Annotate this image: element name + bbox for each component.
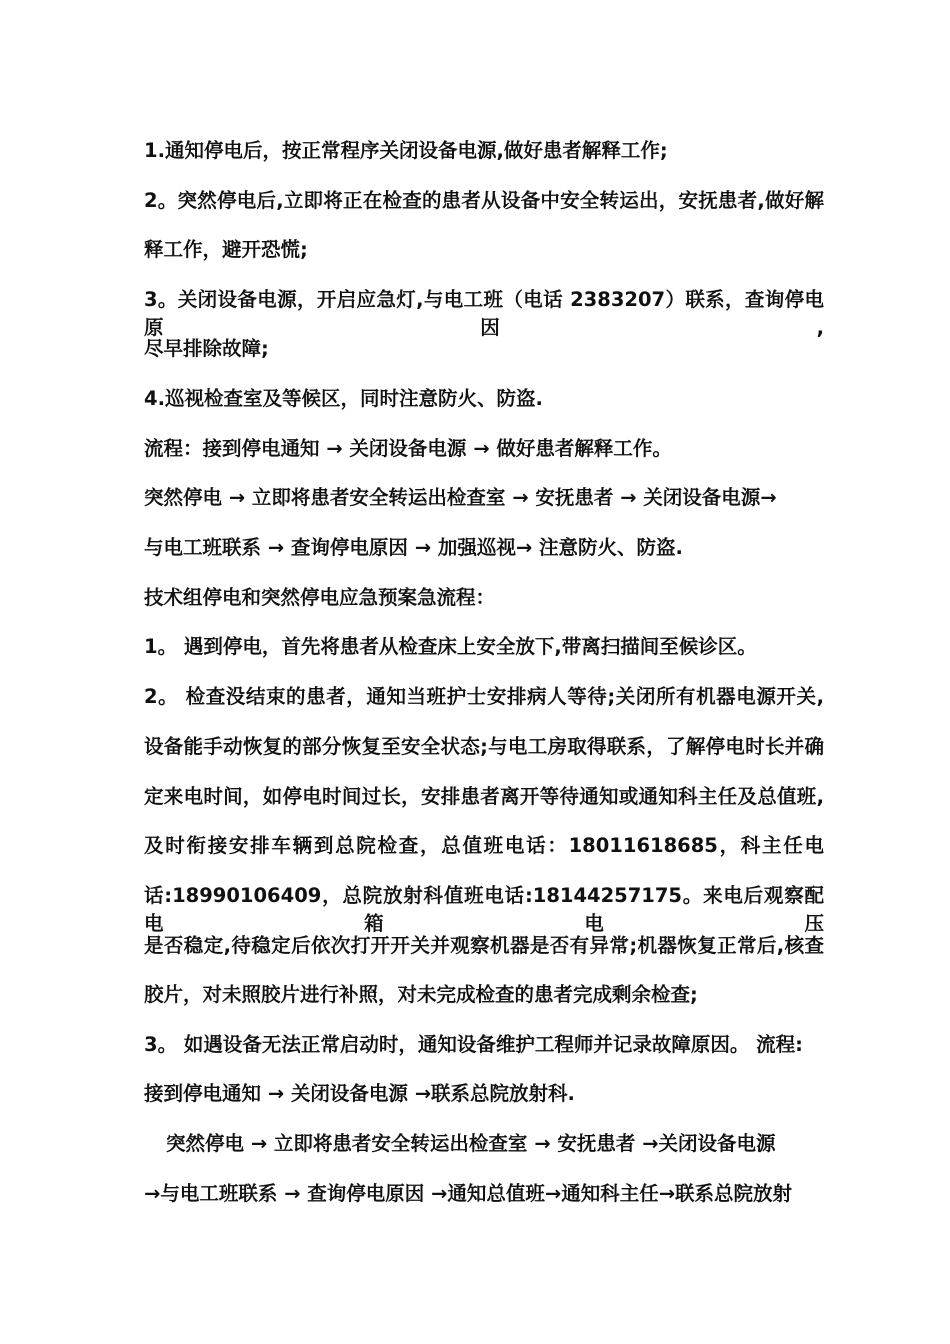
text-line: 流程：接到停电通知 → 关闭设备电源 → 做好患者解释工作。 [144, 437, 672, 460]
text-line: 与电工班联系 → 查询停电原因 → 加强巡视→ 注意防火、防盗. [144, 536, 683, 559]
text-line: 2。 检查没结束的患者，通知当班护士安排病人等待;关闭所有机器电源开关, [144, 685, 824, 708]
text-line: 释工作，避开恐慌; [144, 238, 308, 261]
text-line: 及时衔接安排车辆到总院检查，总值班电话：18011618685，科主任电 [144, 834, 824, 857]
text-line: 接到停电通知 → 关闭设备电源 →联系总院放射科. [144, 1082, 575, 1105]
text-line: 4.巡视检查室及等候区，同时注意防火、防盗. [144, 387, 543, 410]
text-line: 胶片，对未照胶片进行补照，对未完成检查的患者完成剩余检查; [144, 983, 698, 1006]
text-line: 突然停电 → 立即将患者安全转运出检查室 → 安抚患者 →关闭设备电源 [166, 1132, 776, 1155]
text-line: →与电工班联系 → 查询停电原因 →通知总值班→通知科主任→联系总院放射 [144, 1182, 793, 1205]
text-line: 3。 如遇设备无法正常启动时，通知设备维护工程师并记录故障原因。 流程: [144, 1033, 803, 1056]
text-line: 1.通知停电后，按正常程序关闭设备电源,做好患者解释工作; [144, 139, 668, 162]
text-line: 定来电时间，如停电时间过长，安排患者离开等待通知或通知科主任及总值班, [144, 785, 824, 808]
text-line: 是否稳定,待稳定后依次打开开关并观察机器是否有异常;机器恢复正常后,核查 [144, 934, 824, 957]
text-line: 3。关闭设备电源，开启应急灯,与电工班（电话 2383207）联系，查询停电原因, [144, 288, 824, 339]
text-line: 2。突然停电后,立即将正在检查的患者从设备中安全转运出，安抚患者,做好解 [144, 189, 824, 212]
text-line: 设备能手动恢复的部分恢复至安全状态;与电工房取得联系，了解停电时长并确 [144, 735, 824, 758]
text-line: 尽早排除故障; [144, 337, 269, 360]
text-line: 突然停电 → 立即将患者安全转运出检查室 → 安抚患者 → 关闭设备电源→ [144, 486, 777, 509]
text-line: 1。 遇到停电，首先将患者从检查床上安全放下,带离扫描间至候诊区。 [144, 635, 757, 658]
text-line: 话:18990106409，总院放射科值班电话:18144257175。来电后观察配电箱电压 [144, 884, 824, 935]
text-line: 技术组停电和突然停电应急预案急流程： [144, 586, 496, 609]
